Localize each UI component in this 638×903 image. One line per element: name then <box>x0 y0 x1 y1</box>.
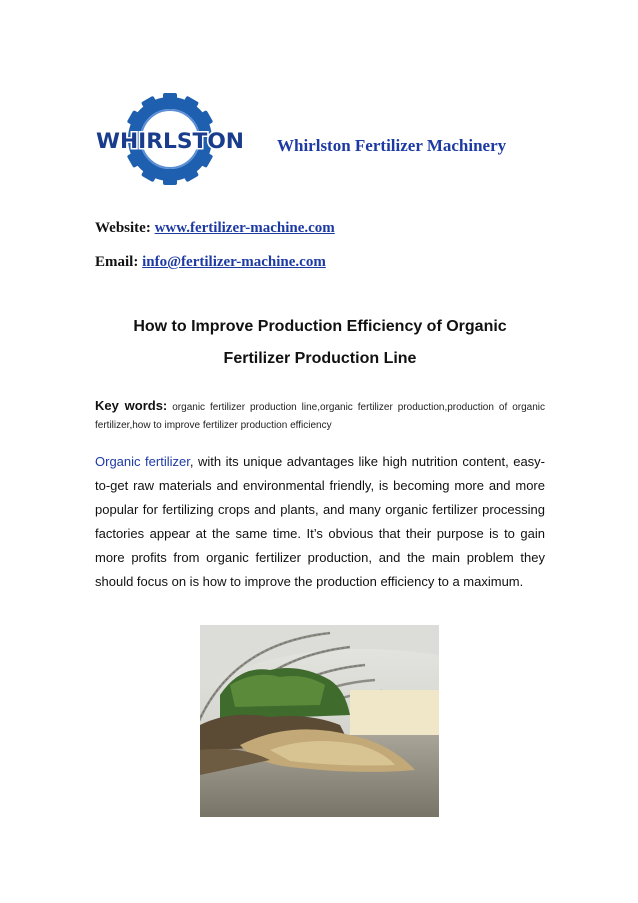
whirlston-logo <box>92 93 248 185</box>
email-label: Email: <box>95 254 139 270</box>
website-label: Website: <box>95 220 151 236</box>
organic-fertilizer-link[interactable]: Organic fertilizer <box>95 454 190 469</box>
article-title-line-2: Fertilizer Production Line <box>223 350 417 367</box>
body-text: , with its unique advantages like high nutrition content, easy-to-get raw materials and environmental friendly, is becoming more and more popular for fertilizing crops and plants, and many organic fertilizer processing factories appear at the same time. It’s obvious that their purpose is to gain more profits from organic fertilizer production, and the main problem they should focus on is how to improve the production efficiency to a maximum. <box>95 454 546 589</box>
body-paragraph <box>95 450 545 594</box>
email-link[interactable]: info@fertilizer-machine.com <box>142 254 326 270</box>
email-line <box>95 254 326 271</box>
compost-shed-photo <box>200 625 439 817</box>
website-line <box>95 220 335 237</box>
keywords-text: organic fertilizer production line,organic fertilizer production,production of organic fertilizer,how to improve fertilizer production efficiency <box>95 402 545 431</box>
logo-text: WHIRLSTON <box>96 129 244 153</box>
company-name: Whirlston Fertilizer Machinery <box>277 136 507 155</box>
keywords-label: Key words: <box>95 398 168 413</box>
keywords-paragraph <box>95 397 545 435</box>
article-title-line-1: How to Improve Production Efficiency of Organic <box>133 318 507 335</box>
website-link[interactable]: www.fertilizer-machine.com <box>154 220 335 236</box>
